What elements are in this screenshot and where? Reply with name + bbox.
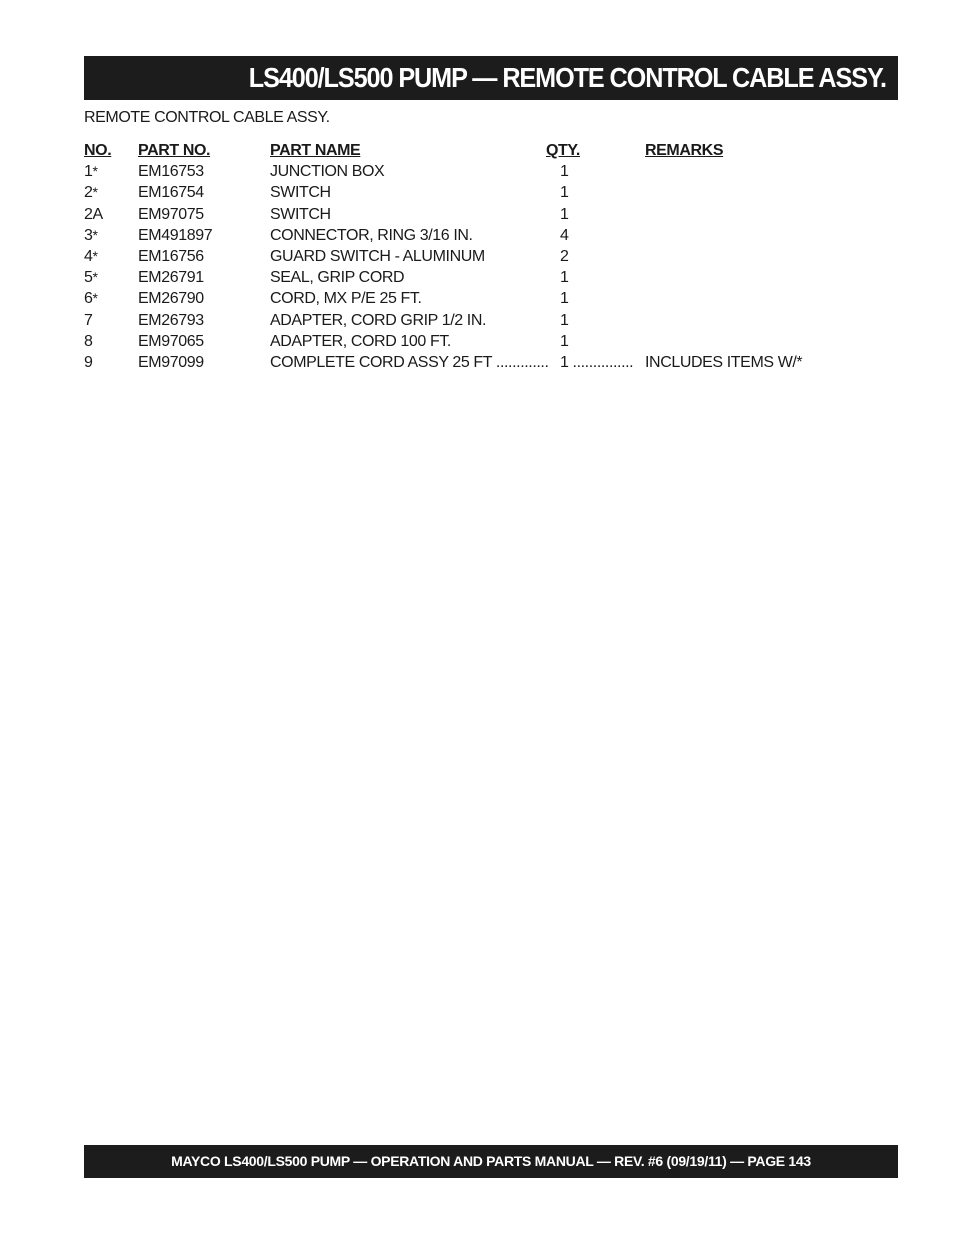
cell-part-no xyxy=(138,267,204,288)
cell-part-no xyxy=(138,246,204,267)
cell-no-text: 4 xyxy=(84,247,93,265)
cell-qty xyxy=(560,204,569,225)
cell-part-no xyxy=(138,331,204,352)
cell-part-no xyxy=(138,204,204,225)
cell-part-name-text: GUARD SWITCH - ALUMINUM xyxy=(270,247,485,265)
table-row xyxy=(84,352,844,373)
table-row xyxy=(84,267,844,288)
cell-part-no xyxy=(138,182,204,203)
cell-part-no-text: EM97065 xyxy=(138,332,204,350)
cell-no xyxy=(84,310,93,331)
column-header-part-name: PART NAME xyxy=(270,142,361,159)
cell-no-text: 6 xyxy=(84,290,93,308)
cell-qty xyxy=(560,288,569,309)
asterisk-mark: * xyxy=(92,163,98,180)
cell-part-no xyxy=(138,161,204,182)
cell-no xyxy=(84,267,98,288)
cell-qty xyxy=(560,310,569,331)
cell-part-name xyxy=(270,161,384,182)
cell-part-name xyxy=(270,246,485,267)
section-title: REMOTE CONTROL CABLE ASSY. xyxy=(84,109,330,126)
cell-no xyxy=(84,352,93,373)
table-header-row xyxy=(84,140,844,161)
cell-part-name xyxy=(270,331,451,352)
page-footer: MAYCO LS400/LS500 PUMP — OPERATION AND PARTS MANUAL — REV. #6 (09/19/11) — PAGE 143 xyxy=(171,1153,811,1169)
cell-qty-text: 1 xyxy=(560,205,569,223)
column-header-remarks: REMARKS xyxy=(645,142,724,159)
cell-no xyxy=(84,182,98,203)
cell-no xyxy=(84,161,98,182)
cell-part-no xyxy=(138,310,204,331)
table-row xyxy=(84,246,844,267)
table-row xyxy=(84,161,844,182)
column-header-no: NO. xyxy=(84,142,112,159)
table-row xyxy=(84,288,844,309)
asterisk-mark: * xyxy=(92,247,98,264)
table-row xyxy=(84,310,844,331)
cell-qty xyxy=(560,246,569,267)
cell-no-text: 1 xyxy=(84,163,93,181)
cell-no-text: 9 xyxy=(84,353,93,371)
cell-part-name xyxy=(270,352,549,373)
cell-part-name xyxy=(270,288,422,309)
cell-part-name-text: COMPLETE CORD ASSY 25 FT ............. xyxy=(270,353,549,371)
asterisk-mark: * xyxy=(92,269,98,286)
cell-no-text: 7 xyxy=(84,311,93,329)
cell-part-no-text: EM26791 xyxy=(138,269,204,287)
cell-qty-text: 1 xyxy=(560,332,569,350)
cell-part-no xyxy=(138,225,212,246)
cell-no-text: 5 xyxy=(84,269,93,287)
cell-qty xyxy=(560,352,633,373)
page-footer-bar xyxy=(84,1145,898,1178)
cell-part-no-text: EM16754 xyxy=(138,184,204,202)
cell-part-no-text: EM16753 xyxy=(138,163,204,181)
cell-no xyxy=(84,225,98,246)
cell-qty-text: 2 xyxy=(560,247,569,265)
table-row xyxy=(84,182,844,203)
cell-part-name-text: ADAPTER, CORD 100 FT. xyxy=(270,332,451,350)
cell-qty-text: 1 xyxy=(560,184,569,202)
cell-remarks-text: INCLUDES ITEMS W/* xyxy=(645,353,803,371)
cell-no-text: 2A xyxy=(84,205,103,223)
asterisk-mark: * xyxy=(92,226,98,243)
cell-part-name-text: SWITCH xyxy=(270,205,331,223)
cell-part-no-text: EM491897 xyxy=(138,226,213,244)
cell-qty xyxy=(560,182,569,203)
cell-part-no-text: EM16756 xyxy=(138,247,204,265)
cell-part-name-text: SEAL, GRIP CORD xyxy=(270,269,405,287)
cell-part-no xyxy=(138,288,204,309)
cell-qty-text: 1 xyxy=(560,163,569,181)
column-header-part-no: PART NO. xyxy=(138,142,211,159)
asterisk-mark: * xyxy=(92,184,98,201)
cell-part-name xyxy=(270,204,331,225)
cell-part-no-text: EM26790 xyxy=(138,290,204,308)
asterisk-mark: * xyxy=(92,290,98,307)
table-row xyxy=(84,331,844,352)
cell-part-name-text: CORD, MX P/E 25 FT. xyxy=(270,290,422,308)
cell-qty xyxy=(560,331,569,352)
cell-qty xyxy=(560,161,569,182)
cell-no xyxy=(84,288,98,309)
cell-part-no-text: EM26793 xyxy=(138,311,204,329)
cell-qty-text: 1 xyxy=(560,311,569,329)
cell-qty-text: 1 xyxy=(560,290,569,308)
cell-qty xyxy=(560,267,569,288)
cell-no xyxy=(84,246,98,267)
cell-qty xyxy=(560,225,569,246)
cell-no-text: 3 xyxy=(84,226,93,244)
table-row xyxy=(84,204,844,225)
cell-part-name-text: SWITCH xyxy=(270,184,331,202)
cell-part-name xyxy=(270,267,404,288)
parts-list-table xyxy=(84,140,844,373)
page-title: LS400/LS500 PUMP — REMOTE CONTROL CABLE ASSY. xyxy=(248,62,886,93)
cell-part-name xyxy=(270,182,331,203)
cell-no-text: 2 xyxy=(84,184,93,202)
table-row xyxy=(84,225,844,246)
column-header-qty: QTY. xyxy=(546,142,580,159)
cell-part-no xyxy=(138,352,204,373)
table-body xyxy=(84,161,844,373)
cell-no-text: 8 xyxy=(84,332,93,350)
cell-remarks xyxy=(645,352,802,373)
cell-no xyxy=(84,331,93,352)
cell-part-name xyxy=(270,225,473,246)
cell-qty-text: 1 xyxy=(560,269,569,287)
page-title-bar xyxy=(84,56,898,100)
cell-no xyxy=(84,204,103,225)
cell-part-no-text: EM97075 xyxy=(138,205,204,223)
cell-part-name-text: CONNECTOR, RING 3/16 IN. xyxy=(270,226,473,244)
cell-part-name-text: JUNCTION BOX xyxy=(270,163,385,181)
cell-part-name xyxy=(270,310,486,331)
cell-qty-text: 4 xyxy=(560,226,569,244)
cell-part-name-text: ADAPTER, CORD GRIP 1/2 IN. xyxy=(270,311,487,329)
cell-part-no-text: EM97099 xyxy=(138,353,204,371)
cell-qty-text: 1 ............... xyxy=(560,353,634,371)
